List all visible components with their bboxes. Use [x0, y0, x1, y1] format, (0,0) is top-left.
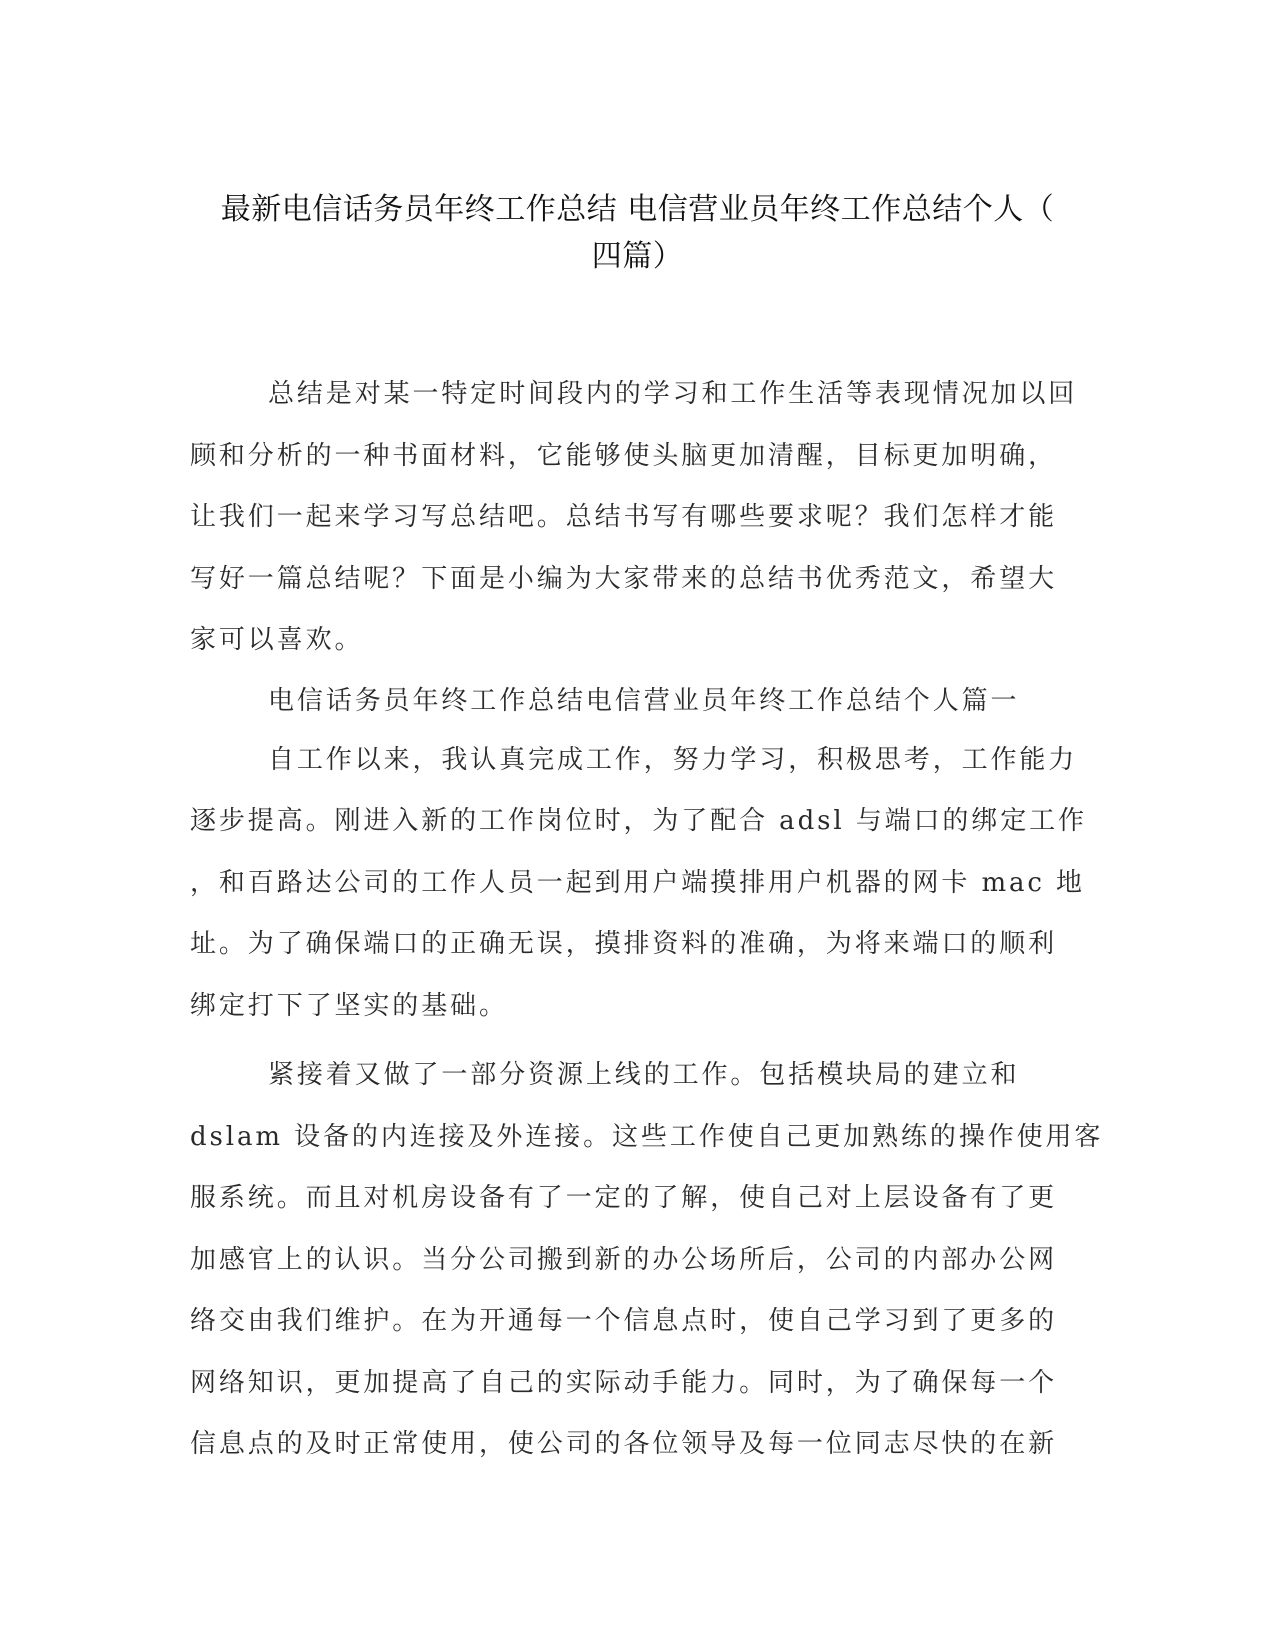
intro-paragraph — [190, 364, 1085, 672]
paragraph-line: 信息点的及时正常使用，使公司的各位领导及每一位同志尽快的在新 — [190, 1429, 1058, 1459]
paragraph-line: 自工作以来，我认真完成工作，努力学习，积极思考，工作能力 — [268, 744, 1078, 775]
body-paragraph — [190, 730, 1085, 1038]
document-title — [160, 186, 1115, 280]
paragraph-line: 写好一篇总结呢？下面是小编为大家带来的总结书优秀范文，希望大 — [190, 563, 1058, 594]
paragraph-line: 加感官上的认识。当分公司搬到新的办公场所后，公司的内部办公网 — [190, 1244, 1058, 1275]
document-body — [190, 364, 1104, 1476]
paragraph-line: 绑定打下了坚实的基础。 — [190, 990, 508, 1021]
paragraph-line: 逐步提高。刚进入新的工作岗位时，为了配合 adsl 与端口的绑定工作 — [190, 806, 1087, 836]
paragraph-line: ，和百路达公司的工作人员一起到用户端摸排用户机器的网卡 mac 地 — [190, 867, 1085, 898]
title-line: 四篇） — [591, 239, 684, 274]
paragraph-gap — [190, 1037, 1085, 1045]
body-paragraph — [190, 1045, 1104, 1476]
paragraph-line: 址。为了确保端口的正确无误，摸排资料的准确，为将来端口的顺利 — [190, 929, 1058, 959]
section-heading-text: 电信话务员年终工作总结电信营业员年终工作总结个人篇一 — [268, 685, 1020, 716]
paragraph-line: 络交由我们维护。在为开通每一个信息点时，使自己学习到了更多的 — [190, 1306, 1058, 1336]
paragraph-line: 总结是对某一特定时间段内的学习和工作生活等表现情况加以回 — [268, 379, 1078, 409]
section-heading — [190, 672, 1085, 730]
paragraph-line: 家可以喜欢。 — [190, 625, 364, 655]
paragraph-line: 紧接着又做了一部分资源上线的工作。包括模块局的建立和 — [268, 1060, 1020, 1090]
paragraph-line: dslam 设备的内连接及外连接。这些工作使自己更加熟练的操作使用客 — [190, 1121, 1104, 1152]
paragraph-line: 让我们一起来学习写总结吧。总结书写有哪些要求呢？我们怎样才能 — [190, 502, 1058, 532]
title-line: 最新电信话务员年终工作总结 电信营业员年终工作总结个人（ — [220, 192, 1055, 227]
paragraph-line: 网络知识，更加提高了自己的实际动手能力。同时，为了确保每一个 — [190, 1367, 1058, 1398]
paragraph-line: 顾和分析的一种书面材料，它能够使头脑更加清醒，目标更加明确， — [190, 440, 1058, 471]
paragraph-line: 服系统。而且对机房设备有了一定的了解，使自己对上层设备有了更 — [190, 1183, 1058, 1213]
